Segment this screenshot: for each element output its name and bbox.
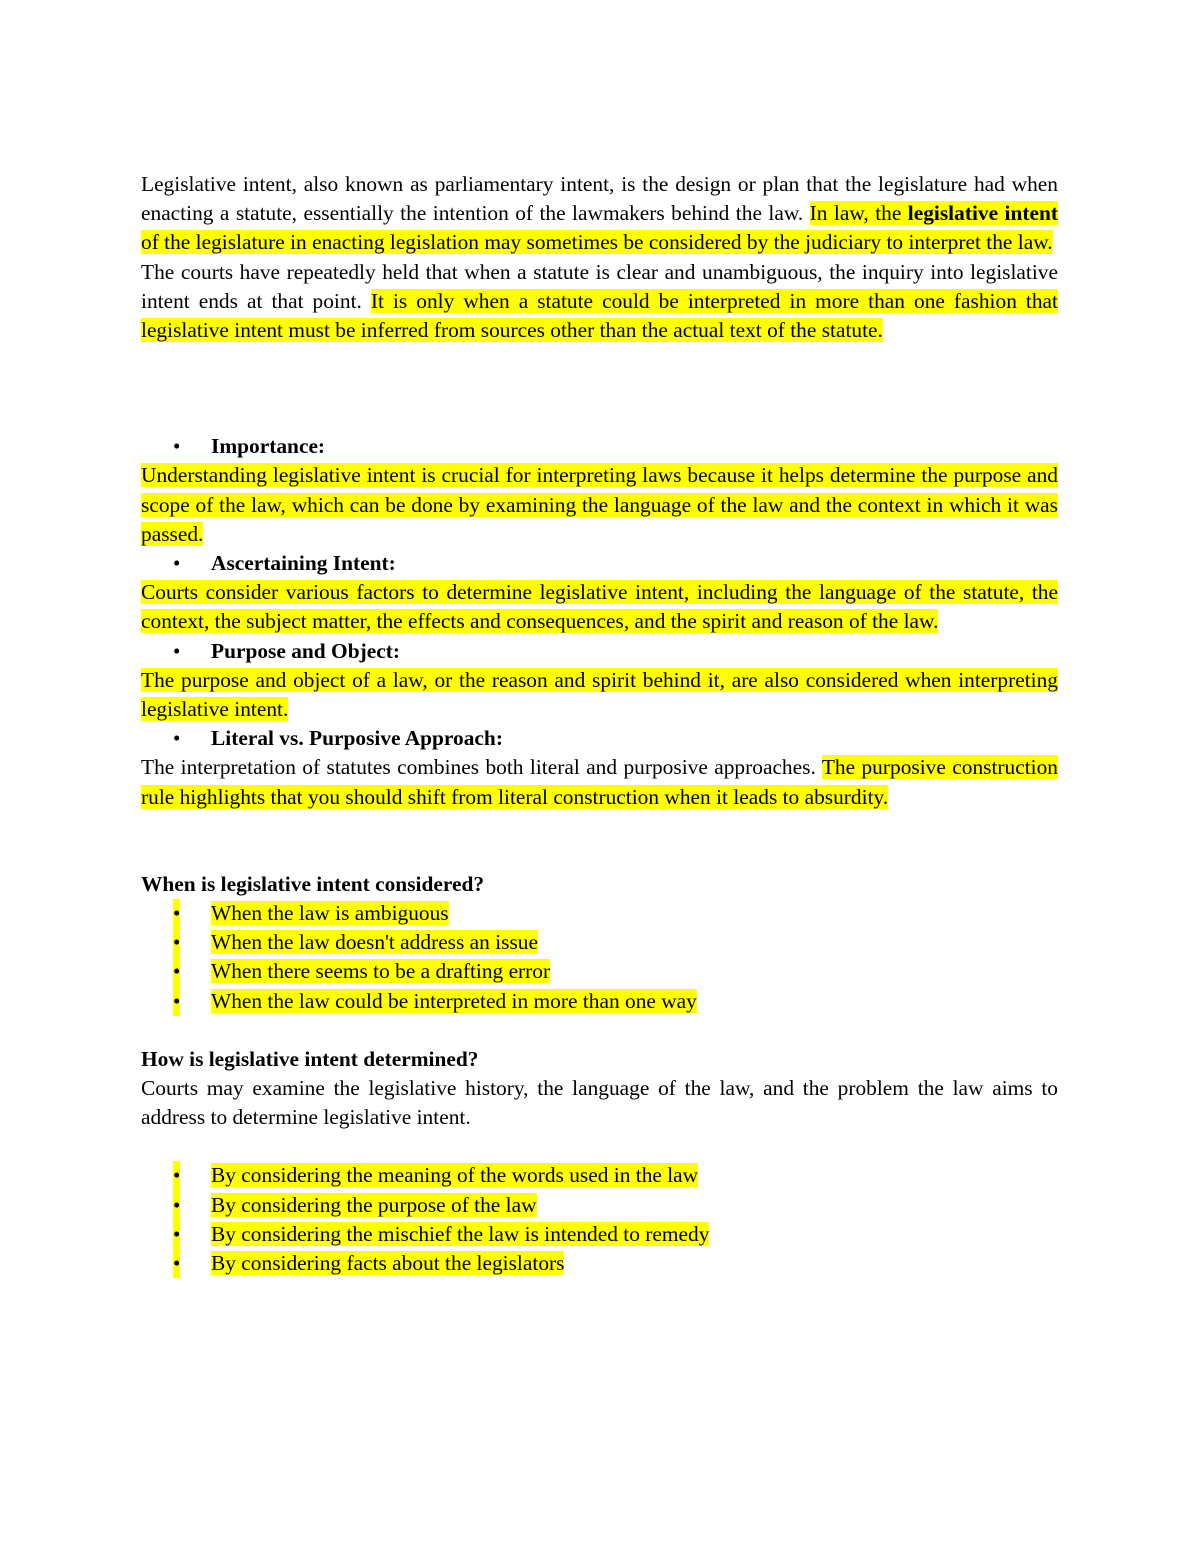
how-list <box>141 1161 1058 1278</box>
section-body-highlight: Understanding legislative intent is crucial for interpreting laws because it helps determine the purpose and scope of the law, which can be done by examining the language of the law and the context in which it was passed. <box>141 463 1058 546</box>
list-item <box>141 1220 1058 1249</box>
bullet-icon: • <box>173 987 180 1016</box>
section-body <box>141 578 1058 636</box>
when-heading <box>141 870 1058 899</box>
bullet-icon: • <box>173 928 180 957</box>
section-ascertaining-intent <box>141 549 1058 637</box>
bullet-icon: • <box>173 899 180 928</box>
section-body <box>141 666 1058 724</box>
list-item <box>141 432 1058 461</box>
intro-p2-highlight: It is only when a statute could be interpreted in more than one fashion that legislative intent must be inferred from sources other than the actual text of the statute. <box>141 288 1058 343</box>
list-item <box>141 637 1058 666</box>
bullet-icon: • <box>173 1191 180 1220</box>
section-heading: Literal vs. Purposive Approach: <box>211 726 503 751</box>
intro-p1-highlight-b: of the legislature in enacting legislation may sometimes be considered by the judiciary to interpret the law. <box>141 230 1053 255</box>
how-body: Courts may examine the legislative history, the language of the law, and the problem the law aims to address to determine legislative intent. <box>141 1076 1058 1130</box>
list-item-text: By considering the mischief the law is intended to remedy <box>211 1221 710 1246</box>
section-body-text: The interpretation of statutes combines both literal and purposive approaches. <box>141 755 822 780</box>
list-item-text: When there seems to be a drafting error <box>211 959 551 984</box>
section-importance <box>141 432 1058 549</box>
list-item <box>141 1249 1058 1278</box>
list-item <box>141 724 1058 753</box>
list-item <box>141 987 1058 1016</box>
bullet-icon: • <box>173 726 181 751</box>
list-item-text: By considering the purpose of the law <box>211 1192 537 1217</box>
section-body-highlight: The purpose and object of a law, or the reason and spirit behind it, are also considered when interpreting legislative intent. <box>141 667 1058 722</box>
list-item <box>141 549 1058 578</box>
document-body <box>141 170 1058 1278</box>
list-item-text: By considering the meaning of the words used in the law <box>211 1163 699 1188</box>
intro-p2-text: The courts have repeatedly held that when a statute is clear and unambiguous, the inquiry into legislative intent ends at that point. <box>141 259 1058 313</box>
section-heading: Importance: <box>211 434 326 459</box>
intro-p1-highlight-bold: legislative intent <box>907 201 1058 226</box>
when-list <box>141 899 1058 1016</box>
bullet-icon: • <box>173 434 181 459</box>
list-item <box>141 957 1058 986</box>
bullet-icon: • <box>173 957 180 986</box>
section-heading: Purpose and Object: <box>211 638 400 663</box>
bullet-icon: • <box>173 1220 180 1249</box>
how-heading <box>141 1045 1058 1074</box>
intro-p1-highlight-a: In law, the <box>809 201 908 226</box>
list-item <box>141 1191 1058 1220</box>
section-body-highlight: The purposive construction rule highlights that you should shift from literal construction when it leads to absurdity. <box>141 755 1058 809</box>
list-item-text: When the law is ambiguous <box>211 901 449 926</box>
list-item-text: When the law doesn't address an issue <box>211 930 539 955</box>
intro-paragraph-1 <box>141 170 1058 258</box>
bullet-icon: • <box>173 638 181 663</box>
section-literal-purposive <box>141 724 1058 812</box>
section-body <box>141 753 1058 811</box>
how-determined-section <box>141 1045 1058 1278</box>
section-body <box>141 461 1058 549</box>
bullet-icon: • <box>173 551 181 576</box>
section-heading: Ascertaining Intent: <box>211 551 396 576</box>
intro-paragraph-2 <box>141 258 1058 346</box>
list-item <box>141 899 1058 928</box>
list-item <box>141 928 1058 957</box>
when-heading-text: When is legislative intent considered? <box>141 871 485 896</box>
when-considered-section <box>141 870 1058 1016</box>
how-heading-text: How is legislative intent determined? <box>141 1046 479 1071</box>
section-body-highlight: Courts consider various factors to determine legislative intent, including the language of the statute, the context, the subject matter, the effects and consequences, and the spirit and reason of the law. <box>141 580 1058 634</box>
bullet-icon: • <box>173 1161 180 1190</box>
bullet-icon: • <box>173 1249 180 1278</box>
list-item-text: When the law could be interpreted in more than one way <box>211 988 697 1013</box>
list-item <box>141 1161 1058 1190</box>
list-item-text: By considering facts about the legislators <box>211 1251 565 1276</box>
section-purpose-object <box>141 637 1058 725</box>
intro-p1-text: Legislative intent, also known as parliamentary intent, is the design or plan that the legislature had when enacting a statute, essentially the intention of the lawmakers behind the law. <box>141 172 1058 226</box>
